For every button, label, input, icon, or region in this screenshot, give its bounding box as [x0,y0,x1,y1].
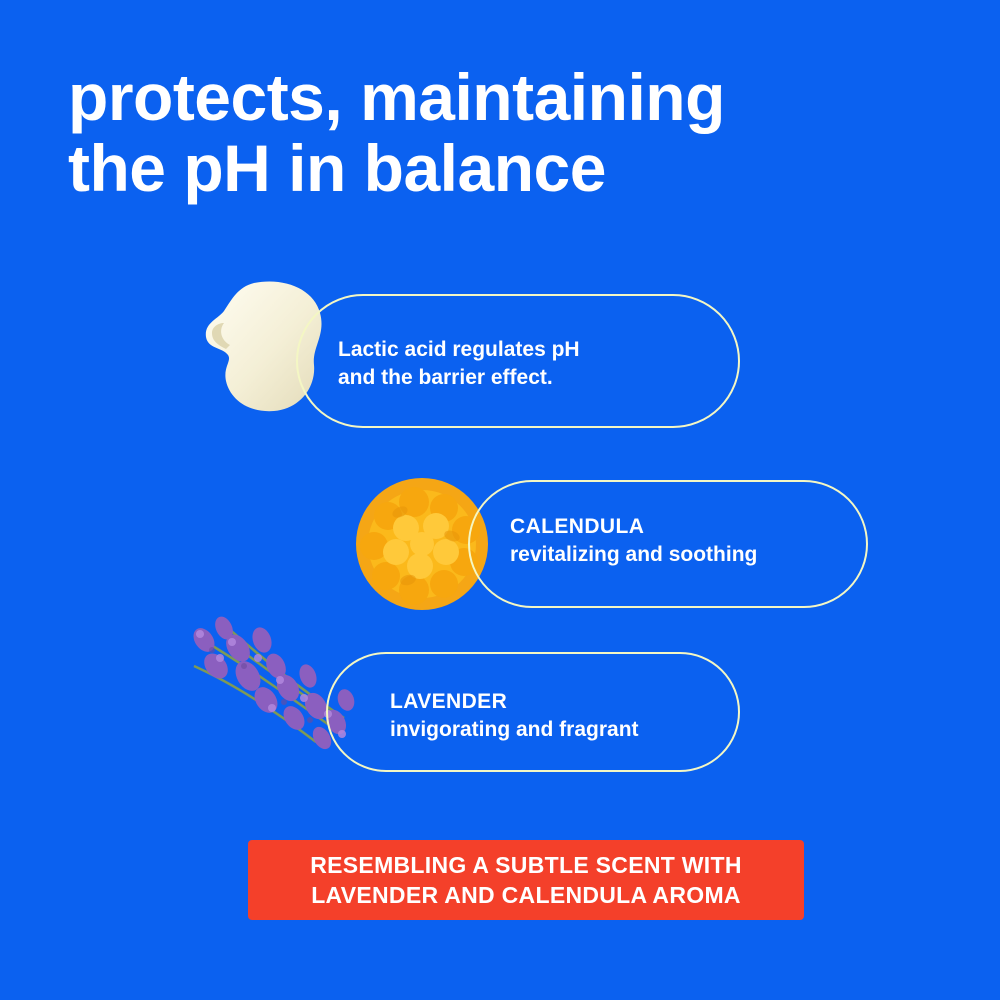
scent-banner [248,840,804,920]
ingredient-text-calendula [510,513,850,570]
page-title [68,62,928,205]
calendula-title: CALENDULA [510,515,645,538]
banner-line-2: LAVENDER AND CALENDULA AROMA [311,882,741,908]
headline-line-2: the pH in balance [68,131,606,206]
ingredient-text-lactic-acid [338,336,718,393]
lavender-title: LAVENDER [390,690,508,713]
lactic-acid-line-1: Lactic acid regulates pH [338,338,580,361]
headline-line-1: protects, maintaining [68,60,725,134]
banner-line-1: RESEMBLING A SUBTLE SCENT WITH [310,851,742,878]
lactic-acid-line-2: and the barrier effect. [338,366,553,390]
ingredient-text-lavender [390,688,720,745]
calendula-subtitle: revitalizing and soothing [510,543,758,567]
lavender-subtitle: invigorating and fragrant [390,718,639,742]
